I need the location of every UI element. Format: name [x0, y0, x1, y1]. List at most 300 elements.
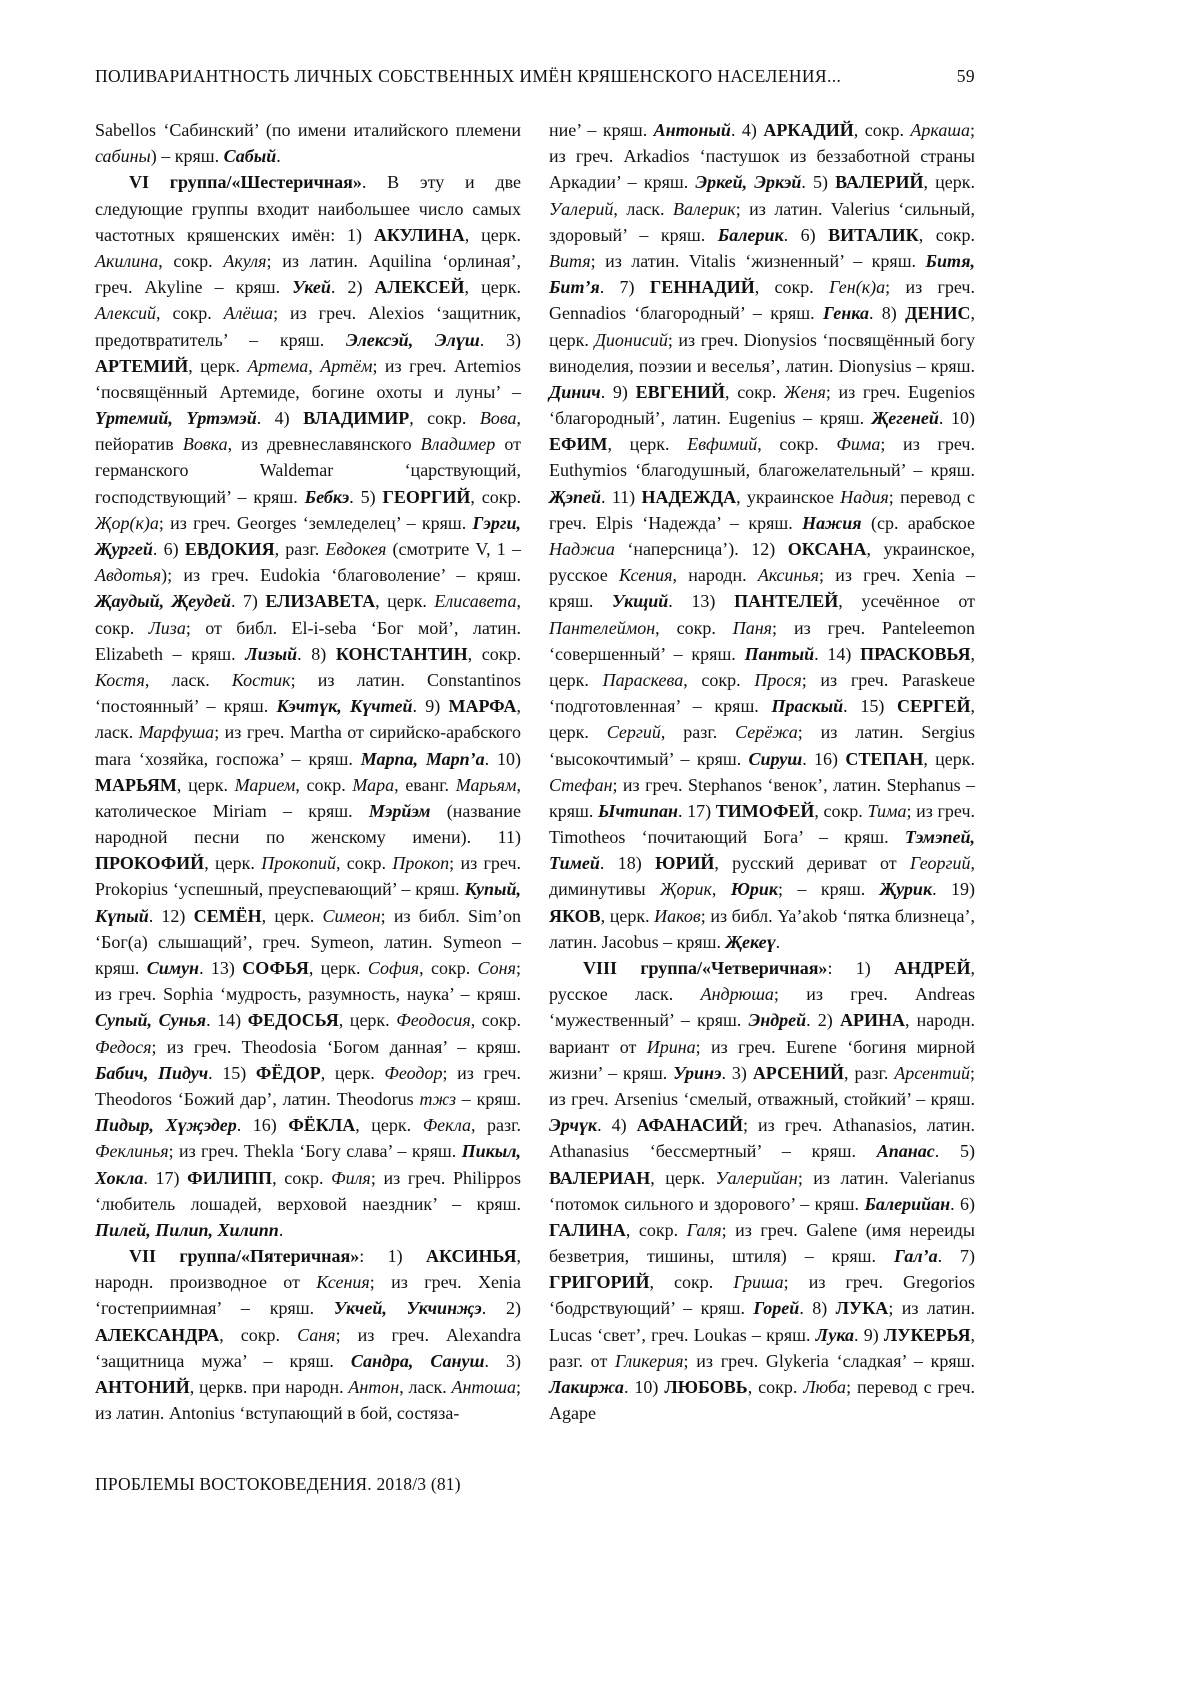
- text-run: ; из латин. Vitalis ‘жизненный’ – кряш.: [590, 250, 926, 271]
- kryashen-name: Сабый: [223, 146, 277, 167]
- text-run: , церк.: [261, 905, 323, 926]
- text-run: . 10): [623, 1377, 665, 1397]
- headword: ТИМОФЕЙ: [715, 800, 815, 821]
- text-run: , церк.: [607, 434, 688, 455]
- column-left: [95, 117, 521, 1426]
- text-run: Sabellos ‘Сабинский’ (по имени италийского племени: [95, 120, 521, 140]
- name-variant: Владимер: [420, 434, 496, 455]
- name-variant: Гликерия: [615, 1350, 684, 1371]
- headword: ГРИГОРИЙ: [549, 1272, 650, 1293]
- kryashen-name: Тэмэпей, Тимей: [549, 827, 975, 874]
- text-run: , церк.: [923, 748, 975, 769]
- text-run: , сокр.: [272, 1167, 332, 1188]
- text-run: ; из латин. Sergius ‘высокочтимый’ – кряш.: [549, 722, 975, 769]
- kryashen-name: Пикыл, Хокла: [95, 1141, 521, 1188]
- name-variant: Стефан: [549, 774, 613, 795]
- text-run: . 12): [148, 905, 194, 926]
- text-run: . 7): [937, 1246, 976, 1267]
- text-run: , народн. производное от: [95, 1246, 521, 1293]
- text-run: , католическое Miriam – кряш.: [95, 774, 521, 821]
- kryashen-name: Эрчүк: [549, 1115, 598, 1136]
- text-run: . 17): [677, 800, 716, 821]
- text-run: , церк.: [464, 224, 521, 245]
- text-run: . 2): [330, 277, 375, 298]
- kryashen-name: Марпа, Марп’а: [360, 748, 485, 769]
- text-run: , сокр.: [409, 408, 480, 429]
- name-variant: Ирина: [646, 1036, 696, 1057]
- kryashen-name: Супый, Сунья: [95, 1010, 207, 1031]
- kryashen-name: Үртемий, Үртэмэй: [95, 408, 257, 429]
- kryashen-name: Антоный: [653, 120, 731, 140]
- text-run: ; из греч. Dionysios ‘посвящённый богу виноделия, поэзии и веселья’, латин. Dionysius – кряш.: [549, 329, 975, 376]
- headword: ВЛАДИМИР: [303, 408, 410, 429]
- kryashen-name: Горей: [753, 1298, 800, 1319]
- headword: ВИТАЛИК: [828, 224, 919, 245]
- text-run: , сокр.: [219, 1324, 298, 1345]
- text-run: ; от библ. El-i-seba ‘Бог мой’, латин. Elizabeth – кряш.: [95, 617, 522, 664]
- text-run: , ласк.: [95, 696, 522, 743]
- text-run: , сокр.: [757, 434, 837, 455]
- name-variant: Җор(к)а: [95, 512, 159, 533]
- headword: ЕВДОКИЯ: [184, 539, 275, 559]
- text-run: , разг.: [660, 722, 736, 743]
- name-variant: Вова: [479, 408, 517, 429]
- text-run: . 16): [236, 1115, 289, 1136]
- text-run: , русский дериват от: [714, 853, 911, 874]
- text-run: , разг. от: [549, 1324, 975, 1371]
- text-run: ,: [711, 879, 731, 900]
- column-right: [549, 117, 975, 1426]
- headword: ГЕОРГИЙ: [382, 486, 471, 507]
- text-run: , сокр.: [295, 774, 353, 795]
- headword: АЛЕКСЕЙ: [374, 277, 465, 298]
- name-variant: Ксения: [316, 1272, 370, 1293]
- text-run: , пейоратив: [95, 408, 521, 455]
- text-run: ; из греч. Gennadios ‘благородный’ – кряш.: [549, 277, 975, 324]
- text-run: . 15): [208, 1062, 256, 1083]
- headword: VII группа/«Пятеричная»: [129, 1246, 360, 1267]
- text-run: , разг.: [274, 539, 326, 559]
- kryashen-name: Пилей, Пилип, Хилипп: [95, 1219, 279, 1240]
- kryashen-name: Апанас: [876, 1141, 935, 1162]
- text-run: . 8): [297, 643, 336, 664]
- text-run: .: [775, 931, 781, 952]
- text-run: , народн.: [672, 565, 758, 586]
- text-run: ; из греч. Sophia ‘мудрость, разумность, наука’ – кряш.: [95, 958, 521, 1005]
- headword: МАРФА: [448, 696, 517, 717]
- kryashen-name: Җегеней: [871, 408, 939, 429]
- text-run: . 14): [206, 1010, 248, 1031]
- text-run: . В эту и две следующие группы входит наибольшее число самых частотных кряшенских имён: 1): [95, 172, 521, 245]
- text-run: , сокр.: [683, 669, 755, 690]
- name-variant: Соня: [477, 958, 516, 978]
- kryashen-name: Лизый: [245, 643, 298, 664]
- text-run: . 4): [597, 1115, 637, 1136]
- text-run: , церк.: [600, 905, 655, 926]
- kryashen-name: Уринэ: [673, 1062, 722, 1083]
- text-run: . 3): [721, 1062, 753, 1083]
- text-run: . 9): [854, 1324, 884, 1345]
- name-variant: Феодор: [384, 1062, 443, 1083]
- headword: СЕМЁН: [193, 905, 262, 926]
- text-run: (смотрите V, 1 –: [386, 539, 521, 559]
- kryashen-name: Бабич, Пидуч: [95, 1062, 209, 1083]
- kryashen-name: Җэпей: [549, 486, 602, 507]
- name-variant: Андрюша: [700, 984, 774, 1005]
- text-run: , церк.: [549, 643, 975, 690]
- text-run: ; из греч. Xenia – кряш.: [549, 565, 975, 612]
- text-run: ; из латин. Valerianus ‘потомок сильного и здорового’ – кряш.: [549, 1167, 975, 1214]
- text-run: ; из греч. Eugenios ‘благородный’, латин. Eugenius – кряш.: [549, 381, 976, 429]
- name-variant: Георгий: [910, 853, 971, 874]
- text-run: . 18): [599, 853, 656, 874]
- text-run: . 3): [479, 329, 521, 350]
- text-run: , церк.: [188, 355, 248, 376]
- name-variant: Витя: [549, 250, 591, 271]
- text-run: ; из латин. Constantinos ‘постоянный’ – кряш.: [95, 669, 521, 717]
- text-run: (ср. арабское: [861, 512, 975, 533]
- text-run: , церк.: [320, 1062, 385, 1083]
- name-variant: Уалерийан: [715, 1167, 798, 1188]
- name-variant: Марием: [234, 774, 296, 795]
- text-run: ; перевод с греч. Elpis ‘Надежда’ – кряш.: [549, 486, 976, 533]
- text-run: ; из библ. Sim’on ‘Бог(а) слышащий’, греч. Symeon, латин. Symeon – кряш.: [95, 905, 522, 978]
- text-run: . 9): [412, 696, 449, 717]
- text-run: (название народной песни по женскому имени). 11): [95, 800, 521, 848]
- headword: ВАЛЕРИАН: [549, 1167, 651, 1188]
- kryashen-name: Җекеү: [725, 931, 776, 952]
- kryashen-name: Лука: [815, 1324, 855, 1345]
- text-run: , еванг.: [394, 774, 456, 795]
- kryashen-name: Гэрги, Җургей: [95, 512, 521, 559]
- text-run: , сокр.: [853, 120, 911, 140]
- name-variant: Пантелеймон: [549, 617, 656, 638]
- text-run: , диминутивы: [549, 853, 975, 900]
- name-variant: сабины: [95, 146, 151, 167]
- text-run: ; из греч. Panteleemon ‘совершенный’ – кряш.: [549, 617, 975, 664]
- headword: НАДЕЖДА: [641, 486, 737, 507]
- headword: ЛЮБОВЬ: [664, 1377, 748, 1397]
- name-variant: Арсентий: [894, 1062, 970, 1083]
- name-variant: Уалерий: [549, 198, 614, 219]
- text-run: ; из греч. Paraskeue ‘подготовленная’ – кряш.: [549, 669, 976, 717]
- text-run: . 16): [802, 748, 846, 769]
- text-run: , церк.: [650, 1167, 716, 1188]
- text-run: ; из греч. Euthymios ‘благодушный, благожелательный’ – кряш.: [549, 434, 975, 481]
- kryashen-name: Мэрйэм: [368, 800, 431, 821]
- text-run: , сокр.: [335, 853, 393, 874]
- page-number: 59: [956, 66, 975, 86]
- name-variant: Валерик: [673, 198, 736, 219]
- text-run: ; из греч. Georges ‘земледелец’ – кряш.: [158, 512, 473, 533]
- text-run: , церк.: [308, 958, 368, 978]
- headword: АРСЕНИЙ: [752, 1062, 845, 1083]
- headword: ВАЛЕРИЙ: [835, 172, 924, 193]
- text-run: ; из греч. Alexios ‘защитник, предотвратитель’ – кряш.: [95, 303, 522, 350]
- text-run: ; из греч. Arkadios ‘пастушок из беззаботной страны Аркадии’ – кряш.: [549, 120, 975, 193]
- headword: ФЁКЛА: [288, 1115, 356, 1136]
- kryashen-name: Пантый: [744, 643, 815, 664]
- text-run: . 6): [152, 539, 185, 559]
- headword: АНДРЕЙ: [894, 958, 971, 978]
- headword: ФЁДОР: [255, 1062, 321, 1083]
- text-run: ; из греч. Artemios ‘посвящённый Артемиде, богине охоты и луны’ –: [95, 355, 521, 402]
- text-run: ; из греч. Martha от сирийско-арабского mara ‘хозяйка, госпожа’ – кряш.: [95, 722, 521, 769]
- headword: ФИЛИПП: [187, 1167, 273, 1188]
- name-variant: Костик: [231, 669, 291, 690]
- name-variant: Федося: [95, 1036, 152, 1057]
- name-variant: Сергий: [606, 722, 661, 743]
- text-run: ; из латин. Lucas ‘свет’, греч. Loukas – кряш.: [549, 1298, 975, 1345]
- text-run: : 1): [827, 958, 895, 978]
- name-variant: Алёша: [223, 303, 274, 324]
- text-run: . 2): [806, 1010, 840, 1031]
- text-run: , разг.: [471, 1115, 522, 1136]
- text-run: ; из греч. Stephanos ‘венок’, латин. Stephanus – кряш.: [549, 774, 975, 821]
- headword: ЕФИМ: [549, 434, 608, 455]
- text-run: . 13): [668, 591, 735, 612]
- kryashen-name: Пидыр, Хүҗэдер: [95, 1115, 237, 1136]
- text-run: . 8): [799, 1298, 836, 1319]
- headword: VI группа/«Шестеричная»: [129, 172, 362, 193]
- text-run: , сокр.: [655, 617, 733, 638]
- name-variant: Дионисий: [594, 329, 668, 350]
- text-run: от германского Waldemar ‘царствующий, господствующий’ – кряш.: [95, 434, 521, 507]
- headword: ЛУКЕРЬЯ: [883, 1324, 971, 1345]
- headword: ДЕНИС: [905, 303, 971, 324]
- kryashen-name: Укщий: [612, 591, 669, 612]
- text-run: ; из греч. Gregorios ‘бодрствующий’ – кряш.: [549, 1272, 976, 1319]
- text-run: , из древнеславянского: [227, 434, 421, 455]
- name-variant: Ген(к)а: [829, 277, 886, 298]
- kryashen-name: Генка: [822, 303, 869, 324]
- name-variant: Артема, Артём: [247, 355, 373, 376]
- name-variant: Прося: [754, 669, 802, 690]
- headword: АРТЕМИЙ: [95, 355, 189, 376]
- headword: АНТОНИЙ: [95, 1377, 190, 1397]
- text-run: – кряш.: [455, 1088, 521, 1109]
- text-run: , народн. вариант от: [549, 1010, 975, 1057]
- text-run: : 1): [359, 1246, 426, 1267]
- paragraph: [95, 169, 521, 1243]
- text-run: ; из греч. Theodosia ‘Богом данная’ – кряш.: [151, 1036, 521, 1057]
- name-variant: Марьям: [455, 774, 517, 795]
- kryashen-name: Гал’а: [893, 1246, 938, 1267]
- name-variant: София: [367, 958, 420, 978]
- headword: ПРАСКОВЬЯ: [860, 643, 971, 664]
- name-variant: Надия: [840, 486, 889, 507]
- name-variant: Фекла: [422, 1115, 472, 1136]
- text-run: . 17): [143, 1167, 188, 1188]
- text-run: , сокр.: [625, 1219, 687, 1240]
- text-run: . 3): [484, 1350, 521, 1371]
- headword: АРКАДИЙ: [763, 120, 854, 140]
- kryashen-name: Нажия: [802, 512, 862, 533]
- text-run: , сокр.: [158, 250, 224, 271]
- text-run: , разг.: [844, 1062, 895, 1083]
- paragraph: [95, 117, 521, 169]
- text-run: . 4): [256, 408, 304, 429]
- text-run: ; из греч. Xenia ‘гостеприимная’ – кряш.: [95, 1272, 521, 1319]
- text-run: ; из латин. Antonius ‘вступающий в бой, состяза-: [95, 1377, 521, 1424]
- kryashen-name: Эркей, Эркэй: [695, 172, 802, 193]
- kryashen-name: Динич: [549, 381, 601, 402]
- text-run: ; из греч. Andreas ‘мужественный’ – кряш.: [549, 984, 975, 1031]
- text-run: ‘наперсница’). 12): [614, 539, 788, 559]
- text-run: , сокр.: [814, 800, 868, 821]
- name-variant: Аксинья: [757, 565, 820, 586]
- name-variant: Люба: [803, 1377, 847, 1397]
- headword: ЕЛИЗАВЕТА: [265, 591, 376, 612]
- text-run: , сокр.: [725, 381, 785, 402]
- text-run: ; из греч. Athanasios, латин. Athanasius ‘бессмертный’ – кряш.: [549, 1115, 975, 1162]
- text-run: , сокр.: [95, 591, 522, 638]
- name-variant: Ксения: [618, 565, 673, 586]
- text-run: . 13): [199, 958, 243, 978]
- headword: ПРОКОФИЙ: [95, 853, 205, 874]
- text-run: .: [278, 1219, 284, 1240]
- kryashen-name: Җаудый, Җеудей: [95, 591, 231, 612]
- name-variant: Прокопий: [261, 853, 336, 874]
- text-run: . 14): [814, 643, 861, 664]
- text-run: ; из греч. Philippos ‘любитель лошадей, верховой наездник’ – кряш.: [95, 1167, 522, 1214]
- journal-footer: ПРОБЛЕМЫ ВОСТОКОВЕДЕНИЯ. 2018/3 (81): [95, 1474, 461, 1495]
- headword: АФАНАСИЙ: [636, 1115, 743, 1136]
- name-variant: Филя: [331, 1167, 371, 1188]
- text-run: . 10): [484, 748, 522, 769]
- name-variant: Аркаша: [910, 120, 970, 140]
- kryashen-name: Укчей, Укчинҗэ: [333, 1298, 482, 1319]
- running-head-title: ПОЛИВАРИАНТНОСТЬ ЛИЧНЫХ СОБСТВЕННЫХ ИМЁН КРЯШЕНСКОГО НАСЕЛЕНИЯ...: [95, 66, 842, 86]
- text-run: ; из латин. Aquilina ‘орлиная’, греч. Akyline – кряш.: [95, 250, 522, 298]
- kryashen-name: Ычтипан: [598, 800, 678, 821]
- text-run: , церк.: [464, 277, 521, 298]
- headword: СТЕПАН: [845, 748, 924, 769]
- headword: ЕВГЕНИЙ: [635, 381, 726, 402]
- kryashen-name: Эндрей: [748, 1010, 807, 1031]
- text-run: ; из греч. Arsenius ‘смелый, отважный, стойкий’ – кряш.: [549, 1062, 975, 1109]
- text-run: , украинское, русское: [549, 539, 975, 586]
- text-run: , сокр.: [467, 643, 522, 664]
- article-body: [95, 117, 975, 1426]
- name-variant: Саня: [297, 1324, 336, 1345]
- text-run: ; из греч. Alexandra ‘защитница мужа’ – кряш.: [95, 1324, 522, 1371]
- text-run: , церк.: [549, 696, 976, 743]
- text-run: . 2): [481, 1298, 522, 1319]
- kryashen-name: Укей: [292, 277, 331, 298]
- text-run: , ласк.: [144, 669, 232, 690]
- text-run: ние’ – кряш.: [549, 120, 654, 140]
- kryashen-name: Җурик: [879, 879, 933, 900]
- headword: АЛЕКСАНДРА: [95, 1324, 220, 1345]
- text-run: ; из греч. Prokopius ‘успешный, преуспевающий’ – кряш.: [95, 853, 521, 900]
- text-run: . 9): [600, 381, 636, 402]
- name-variant: Елисавета: [434, 591, 517, 612]
- headword: ЛУКА: [835, 1298, 889, 1319]
- kryashen-name: Бебкэ: [304, 486, 350, 507]
- name-variant: Паня: [732, 617, 773, 638]
- kryashen-name: Битя, Бит’я: [549, 250, 975, 298]
- text-run: ; из греч. Theodoros ‘Божий дар’, латин. Theodorus: [95, 1062, 521, 1109]
- text-run: , сокр.: [156, 303, 224, 324]
- kryashen-name: Сируш: [748, 748, 803, 769]
- name-variant: Феклинья: [95, 1141, 169, 1162]
- name-variant: Евдокея: [325, 539, 387, 559]
- kryashen-name: Лакиржа: [549, 1377, 624, 1397]
- text-run: .: [276, 146, 281, 167]
- name-variant: Прокоп: [392, 853, 450, 874]
- headword: ФЕДОСЬЯ: [247, 1010, 339, 1031]
- name-variant: Фима: [836, 434, 881, 455]
- headword: VIII группа/«Четверичная»: [583, 958, 828, 978]
- headword: КОНСТАНТИН: [335, 643, 468, 664]
- text-run: . 4): [730, 120, 764, 140]
- text-run: , сокр.: [649, 1272, 734, 1293]
- text-run: . 6): [783, 224, 829, 245]
- name-variant: Вовка: [182, 434, 228, 455]
- name-variant: Акуля: [223, 250, 267, 271]
- text-run: , церк.: [355, 1115, 423, 1136]
- text-run: , русское ласк.: [549, 958, 975, 1005]
- name-variant: Җорик: [659, 879, 712, 900]
- text-run: , церк.: [549, 303, 975, 350]
- name-variant: Наджиа: [549, 539, 615, 559]
- name-variant: Женя: [784, 381, 826, 402]
- running-head: [95, 66, 975, 87]
- name-variant: Костя: [95, 669, 145, 690]
- kryashen-name: Кэчтүк, Күчтей: [276, 696, 413, 717]
- text-run: , сокр.: [470, 1010, 522, 1031]
- text-run: . 10): [938, 408, 975, 429]
- kryashen-name: Праскый: [771, 696, 844, 717]
- name-variant: Евфимий: [687, 434, 758, 455]
- headword: МАРЬЯМ: [95, 774, 177, 795]
- name-variant: Гриша: [733, 1272, 784, 1293]
- text-run: ; из греч. Galene (имя нереиды безветрия, тишины, штиля) – кряш.: [549, 1219, 976, 1267]
- headword: ЮРИЙ: [655, 853, 715, 874]
- text-run: , сокр.: [918, 224, 975, 245]
- text-run: , сокр.: [470, 486, 521, 507]
- name-variant: Антоша: [451, 1377, 516, 1397]
- headword: СЕРГЕЙ: [897, 696, 971, 717]
- headword: ПАНТЕЛЕЙ: [734, 591, 839, 612]
- text-run: ; – кряш.: [777, 879, 880, 900]
- headword: ГЕННАДИЙ: [649, 277, 755, 298]
- name-variant: Мара: [352, 774, 395, 795]
- text-run: . 5): [801, 172, 836, 193]
- text-run: ; из греч. Eurene ‘богиня мирной жизни’ – кряш.: [549, 1036, 975, 1083]
- text-run: ; из греч. Thekla ‘Богу слава’ – кряш.: [168, 1141, 462, 1162]
- text-run: , сокр.: [754, 277, 830, 298]
- headword: ГАЛИНА: [549, 1219, 626, 1240]
- headword: АКСИНЬЯ: [425, 1246, 517, 1267]
- paragraph: [95, 1243, 521, 1426]
- paragraph: [549, 117, 975, 955]
- headword: СОФЬЯ: [242, 958, 309, 978]
- text-run: ); из греч. Eudokia ‘благоволение’ – кряш.: [161, 565, 521, 586]
- text-run: ; из латин. Valerius ‘сильный, здоровый’ – кряш.: [549, 198, 975, 245]
- kryashen-name: Симун: [146, 958, 200, 978]
- headword: ЯКОВ: [549, 905, 601, 926]
- text-run: . 7): [230, 591, 266, 612]
- text-run: . 5): [349, 486, 383, 507]
- text-run: , церк.: [338, 1010, 397, 1031]
- text-run: . 11): [601, 486, 642, 507]
- kryashen-name: Балерийан: [864, 1193, 951, 1214]
- name-variant: Галя: [686, 1219, 722, 1240]
- name-variant: Антон: [348, 1377, 400, 1397]
- text-run: , украинское: [736, 486, 841, 507]
